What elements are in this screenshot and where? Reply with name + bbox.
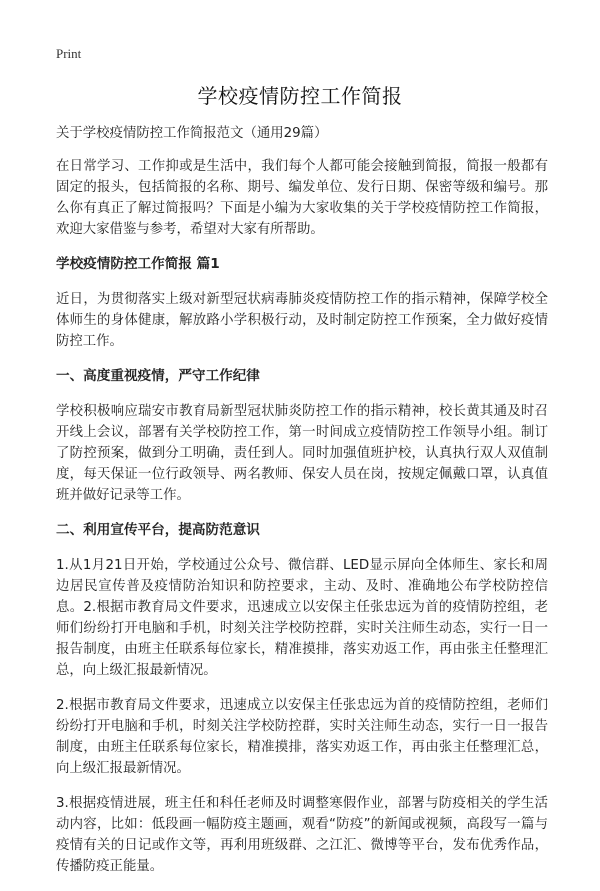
subsection-paragraph-3: 2.根据市教育局文件要求，迅速成立以安保主任张忠远为首的疫情防控组，老师们纷纷打开电脑和手机，时刻关注学校防控群，实时关注师生动态，实行一日一报告制度，由班主任联系每位家长，精准摸排，落实劝返工作，再由张主任整理汇总，向上级汇报最新情况。 xyxy=(56,698,548,776)
subsection-heading-2: 二、利用宣传平台，提高防范意识 xyxy=(56,522,260,538)
page-title: 学校疫情防控工作简报 xyxy=(197,84,403,108)
document-body xyxy=(56,123,548,891)
section-heading: 学校疫情防控工作简报 篇1 xyxy=(56,256,220,272)
intro-paragraph: 在日常学习、工作抑或是生活中，我们每个人都可能会接触到简报，简报一般都有固定的报头，包括简报的名称、期号、编发单位、发行日期、保密等级和编号。那么你有真正了解过简报吗？下面是小编为大家收集的关于学校疫情防控工作简报，欢迎大家借鉴与参考，希望对大家有所帮助。 xyxy=(56,159,548,237)
print-link[interactable]: Print xyxy=(56,46,82,61)
section-paragraph: 近日，为贯彻落实上级对新型冠状病毒肺炎疫情防控工作的指示精神，保障学校全体师生的身体健康，解放路小学积极行动，及时制定防控工作预案，全力做好疫情防控工作。 xyxy=(56,292,548,349)
subsection-paragraph-2: 1.从1月21日开始，学校通过公众号、微信群、LED显示屏向全体师生、家长和周边居民宣传普及疫情防治知识和防控要求，主动、及时、准确地公布学校防控信息。2.根据市教育局文件要求，迅速成立以安保主任张忠远为首的疫情防控组，老师们纷纷打开电脑和手机，时刻关注学校防控群，实时关注师生动态，实行一日一报告制度，由班主任联系每位家长，精准摸排，落实劝返工作，再由张主任整理汇总，向上级汇报最新情况。 xyxy=(56,558,548,678)
subsection-heading-1: 一、高度重视疫情，严守工作纪律 xyxy=(56,368,260,384)
subsection-paragraph-4: 3.根据疫情进展，班主任和科任老师及时调整寒假作业，部署与防疫相关的学生活动内容，比如：低段画一幅防疫主题画，观看“防疫”的新闻或视频，高段写一篇与疫情有关的日记或作文等，再利用班级群、之江汇、微博等平台，发布优秀作品，传播防疫正能量。 xyxy=(56,796,548,874)
document-subtitle: 关于学校疫情防控工作简报范文（通用29篇） xyxy=(56,126,328,141)
subsection-paragraph-1: 学校积极响应瑞安市教育局新型冠状肺炎防控工作的指示精神，校长黄其通及时召开线上会议，部署有关学校防控工作，第一时间成立疫情防控工作领导小组。制订了防控预案，做到分工明确，责任到人。同时加强值班护校，认真执行双人双值制度，每天保证一位行政领导、两名教师、保安人员在岗，按规定佩戴口罩，认真值班并做好记录等工作。 xyxy=(56,404,548,503)
